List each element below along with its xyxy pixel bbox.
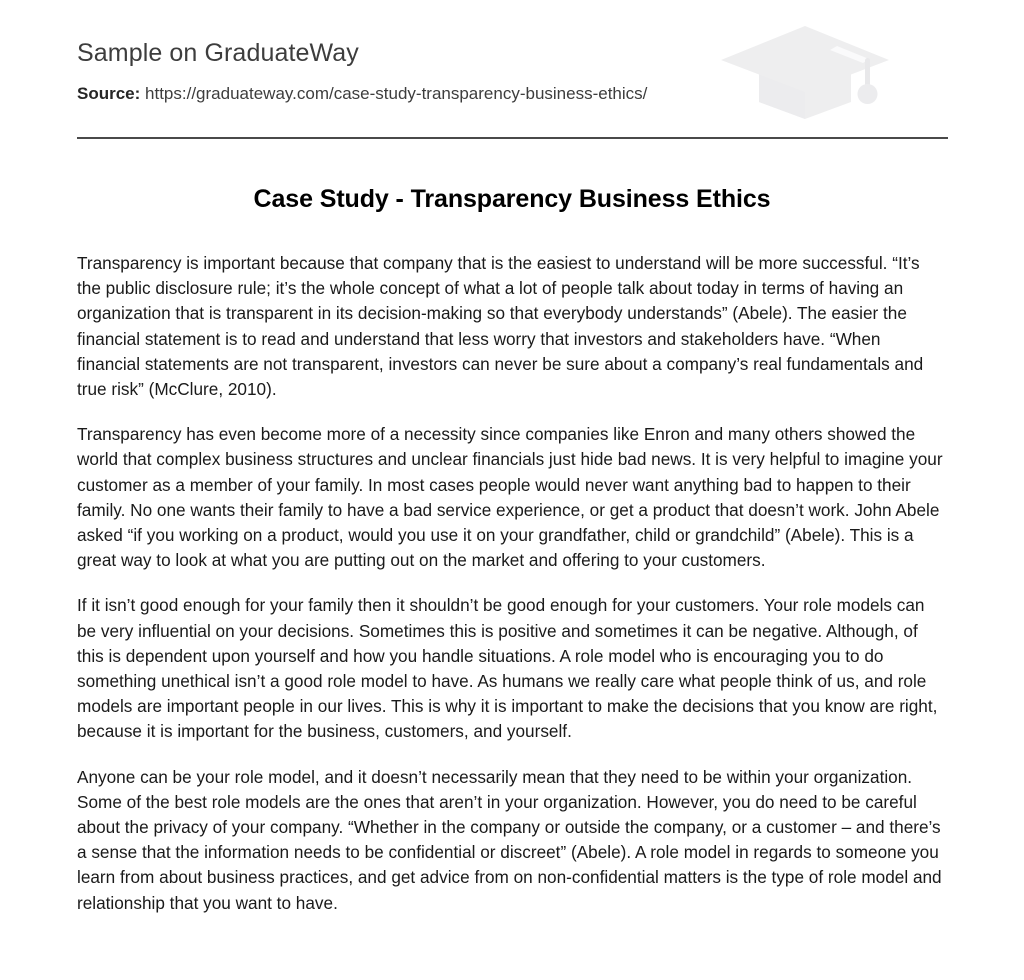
source-url[interactable]: https://graduateway.com/case-study-transparency-business-ethics/ (145, 84, 648, 103)
header-divider (77, 137, 948, 139)
site-title: Sample on GraduateWay (77, 39, 359, 67)
source-label: Source: (77, 84, 141, 103)
paragraph: If it isn’t good enough for your family then it shouldn’t be good enough for your customers. Your role models can be very influential on your decisions. Sometimes this is positive and sometimes it can be negative. Although, of this is dependent upon yourself and how you handle situations. A role model who is encouraging you to do something unethical isn’t a good role model to have. As humans we really care what people think of us, and role models are important people in our lives. This is why it is important to make the decisions that you know are right, because it is important for the business, customers, and yourself. (77, 595, 938, 742)
paragraph: Transparency has even become more of a necessity since companies like Enron and many others showed the world that complex business structures and unclear financials just hide bad news. It is very helpful to imagine your customer as a member of your family. In most cases people would never want anything bad to happen to their family. No one wants their family to have a bad service experience, or get a product that doesn’t work. John Abele asked “if you working on a product, would you use it on your grandfather, child or grandchild” (Abele). This is a great way to look at what you are putting out on the market and offering to your customers. (77, 424, 943, 571)
article-body (77, 251, 948, 916)
paragraph: Transparency is important because that company that is the easiest to understand will be more successful. “It’s the public disclosure rule; it’s the whole concept of what a lot of people talk about today in terms of having an organization that is transparent in its decision-making so that everybody understands” (Abele). The easier the financial statement is to read and understand that less worry that investors and stakeholders have. “When financial statements are not transparent, investors can never be sure about a company’s real fundamentals and true risk” (McClure, 2010). (77, 253, 924, 400)
graduation-cap-icon (717, 20, 893, 122)
page-title: Case Study - Transparency Business Ethics (253, 185, 771, 213)
paragraph: Anyone can be your role model, and it doesn’t necessarily mean that they need to be within your organization. Some of the best role models are the ones that aren’t in your organization. However, you do need to be careful about the privacy of your company. “Whether in the company or outside the company, or a customer – and there’s a sense that the information needs to be confidential or discreet” (Abele). A role model in regards to someone you learn from about business practices, and get advice from on non-confidential matters is the type of role model and relationship that you want to have. (77, 766, 942, 913)
page-header (77, 0, 947, 139)
